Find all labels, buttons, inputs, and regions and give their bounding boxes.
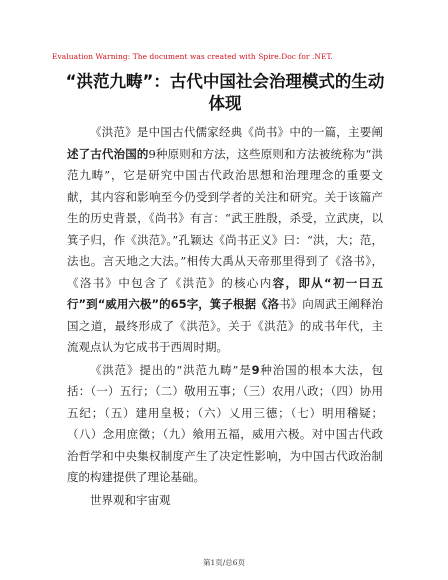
text-run: 书》向周武王阐释治国之道，最终形成了《洪范》。关于《洪范》的成书年代，主流观点认为它成书于西周时期。 (67, 297, 383, 354)
paragraph-1 (67, 122, 383, 359)
text-run: 种治国的根本大法，包括：（一）五行；（二）敬用五事；（三）农用八政；（四）协用五纪；（五）建用皇极；（六）乂用三德；（七）明用稽疑；（八）念用庶徵；（九）飨用五福，威用六极。对中国古代政治哲学和中央集权制度产生了决定性影响，为中国古代政治制度的构建提供了理论基础。 (67, 362, 384, 484)
page-footer: 第1页/总6页 (202, 558, 246, 567)
section-heading: 世界观和宇宙观 (90, 492, 171, 507)
bold-run: 容，即从“初一曰五行”到“威用六极”的65字，箕子根据《洛 (67, 275, 383, 311)
text-run: 《洪范》是中国古代儒家经典《尚书》中的一篇，主要阐 (90, 125, 383, 139)
bold-run: 9 (251, 362, 260, 377)
text-run: 种原则和方法，这些原则和方法被统称为“洪范九畴”，它是研究中国古代政治思想和治理理念的重要文献，其内容和影响至今仍受到学者的关注和研究。关于该篇产生的历史背景，《尚书》有言：“武王胜殷，杀受，立武庚，以箕子归，作《洪范》。”孔颖达《尚书正义》曰：“洪，大；范，法也。言天地之大法。”相传大禹从天帝那里得到了《洛书》，《洛书》中包含了《洪范》的核心内 (67, 146, 383, 290)
bold-run: 述了古代治国的 (67, 146, 149, 161)
evaluation-warning: Evaluation Warning: The document was created with Spire.Doc for .NET. (52, 52, 333, 61)
text-run: 9 (148, 146, 156, 161)
text-run: 《洪范》提出的“洪范九畴”是 (90, 362, 252, 377)
document-title: “洪范九畴”：古代中国社会治理模式的生动体现 (65, 72, 385, 113)
paragraph-2 (67, 360, 383, 489)
document-body (67, 122, 383, 511)
